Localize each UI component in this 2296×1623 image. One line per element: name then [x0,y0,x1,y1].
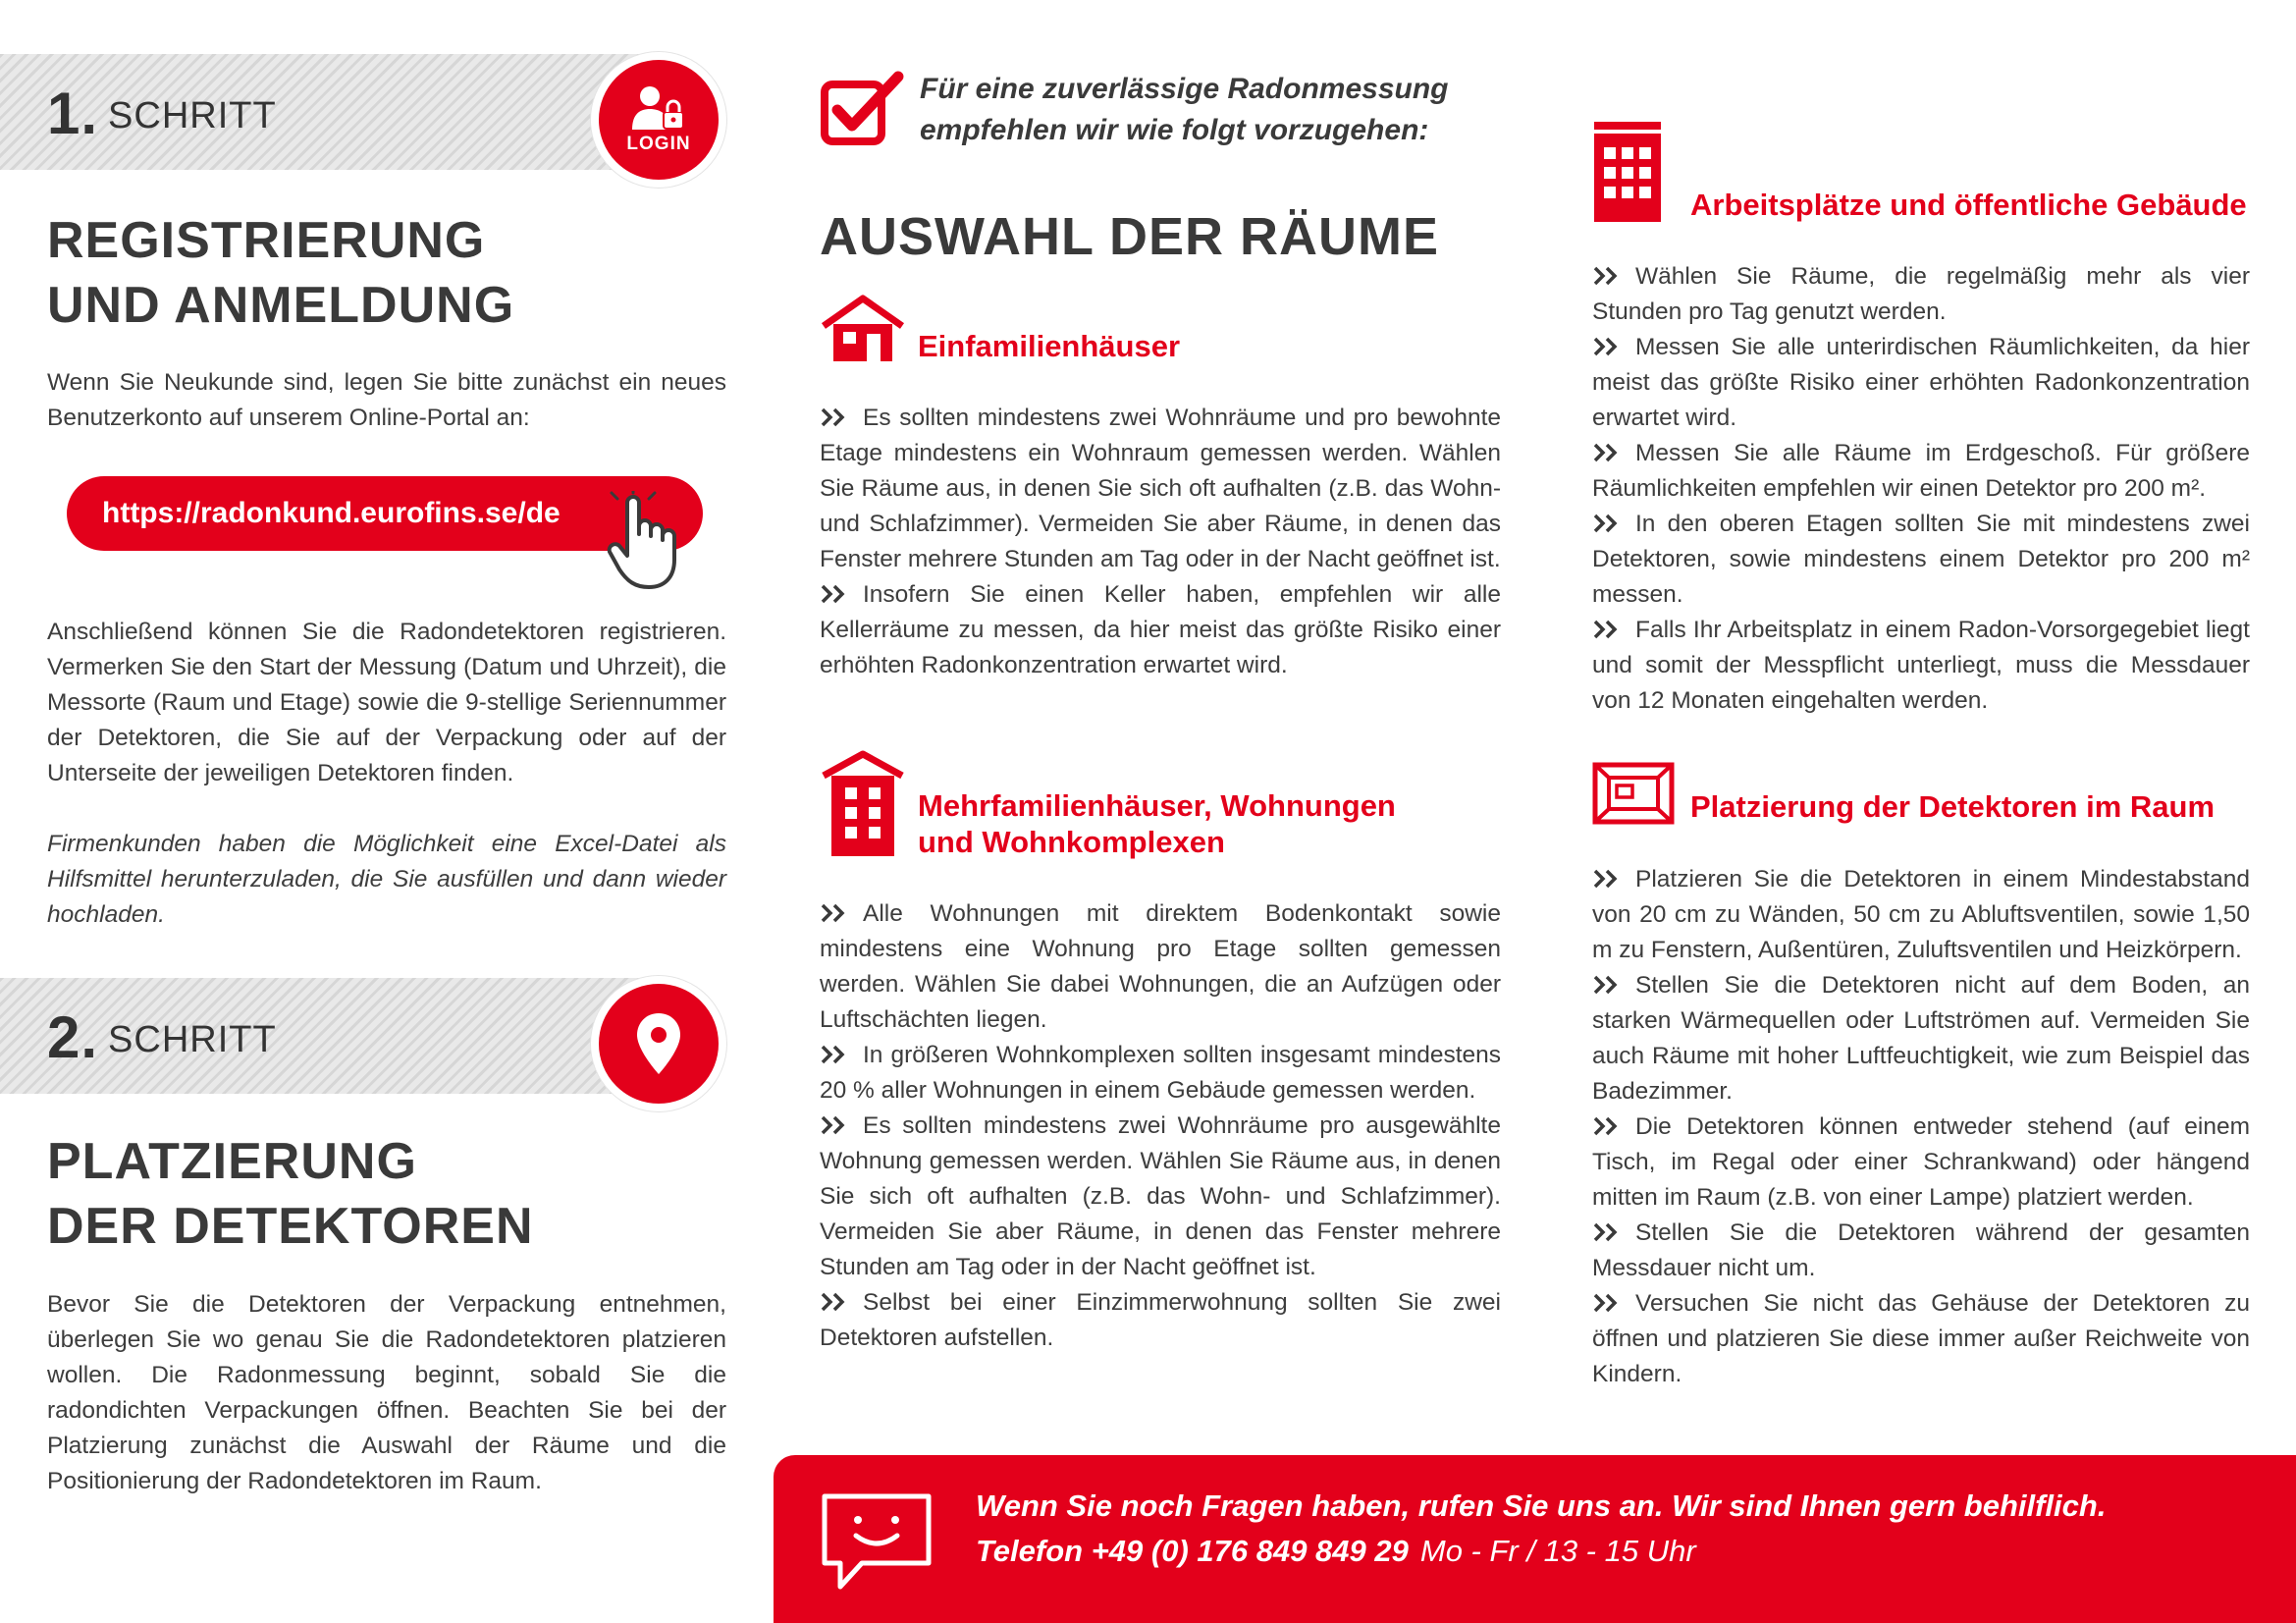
list-item: Versuchen Sie nicht das Gehäuse der Detektoren zu öffnen und platzieren Sie diese immer außer Reichweite von Kindern. [1592,1290,2250,1387]
placement-list [1592,862,2250,1392]
step2-body: Bevor Sie die Detektoren der Verpackung entnehmen, überlegen Sie wo genau Sie die Radondetektoren platzieren wollen. Die Radonmessung beginnt, sobald Sie die radondichten Verpackungen öffnen. Beachten Sie bei der Platzierung zunächst die Auswahl der Räume und die Positionierung der Radondetektoren im Raum. [47,1291,726,1494]
list-item: Messen Sie alle Räume im Erdgeschoß. Für größere Räumlichkeiten empfehlen wir einen Detektor pro 200 m². [1592,440,2250,502]
list-item: Es sollten mindestens zwei Wohnräume und pro bewohnte Etage mindestens ein Wohnraum gemessen werden. Wählen Sie Räume aus, in denen Sie sich oft aufhalten (z.B. das Wohn- und Schlafzimmer). Vermeiden Sie aber Räume, in denen das Fenster mehrere Stunden am Tag oder in der Nacht geöffnet ist. [820,405,1501,572]
chevron-right-icon [1592,332,1622,352]
chevron-right-icon [1592,615,1622,634]
list-item: Selbst bei einer Einzimmerwohnung sollten Sie zwei Detektoren aufstellen. [820,1289,1501,1351]
office-building-icon [1592,120,1663,224]
step1-badge [591,52,726,188]
chevron-right-icon [1592,1217,1622,1237]
workplaces-list [1592,259,2250,719]
chevron-right-icon [820,579,849,599]
list-item: Wählen Sie Räume, die regelmäßig mehr als vier Stunden pro Tag genutzt werden. [1592,263,2250,325]
chevron-right-icon [1592,261,1622,281]
chevron-right-icon [820,403,849,422]
checkbox-check-icon [820,71,906,149]
apartment-building-icon [820,750,906,858]
list-item: Insofern Sie einen Keller haben, empfehlen wir alle Kellerräume zu messen, da hier meist das größte Risiko einer erhöhten Radonkonzentration erwartet wird. [820,581,1501,678]
step1-number: 1. [47,81,99,146]
chevron-right-icon [820,1287,849,1307]
intro-text: Für eine zuverlässige Radonmessung empfehlen wir wie folgt vorzugehen: [920,73,1449,146]
contact-footer [774,1455,2296,1623]
chevron-right-icon [820,1110,849,1130]
location-pin-icon [634,1011,683,1076]
room-detector-icon [1592,762,1675,825]
chevron-right-icon [1592,438,1622,458]
step1-note: Firmenkunden haben die Möglichkeit eine Excel-Datei als Hilfsmittel herunterzuladen, die Sie ausfüllen und dann wieder hochladen. [47,831,726,928]
login-icon [630,84,687,132]
footer-phone-line [976,1534,1696,1569]
chevron-right-icon [1592,1111,1622,1131]
smiley-chat-icon [819,1490,934,1593]
list-item: Es sollten mindestens zwei Wohnräume pro ausgewählte Wohnung gemessen werden. Wählen Sie Räume aus, in denen Sie sich oft aufhalten (z.B. das Wohn- und Schlafzimmer). Vermeiden Sie aber Räume, in denen das Fenster mehrere Stunden am Tag oder in der Nacht geöffnet ist. [820,1112,1501,1280]
step2-label [47,1003,277,1071]
hand-pointer-icon [604,491,682,593]
chevron-right-icon [820,1040,849,1059]
chevron-right-icon [820,898,849,918]
single-family-list [820,401,1501,683]
step2-word: SCHRITT [108,1019,277,1060]
single-family-title: Einfamilienhäuser [918,329,1181,363]
multi-family-title: Mehrfamilienhäuser, Wohnungen und Wohnkomplexen [918,788,1396,859]
step1-label [47,80,277,147]
step1-word: SCHRITT [108,95,277,136]
phone-number[interactable]: Telefon +49 (0) 176 849 849 29 [976,1534,1409,1568]
step1-title: REGISTRIERUNG UND ANMELDUNG [47,212,515,334]
step2-band [0,978,656,1094]
footer-question: Wenn Sie noch Fragen haben, rufen Sie uns an. Wir sind Ihnen gern behilflich. [976,1488,2107,1523]
chevron-right-icon [1592,864,1622,884]
login-label: LOGIN [626,134,691,154]
list-item: Falls Ihr Arbeitsplatz in einem Radon-Vorsorgegebiet liegt und somit der Messpflicht unterliegt, muss die Messdauer von 12 Monaten eingehalten werden. [1592,617,2250,714]
list-item: Alle Wohnungen mit direktem Bodenkontakt sowie mindestens eine Wohnung pro Etage sollten gemessen werden. Wählen Sie dabei Wohnungen, die an Aufzügen oder Luftschächten liegen. [820,900,1501,1033]
list-item: In den oberen Etagen sollten Sie mit mindestens zwei Detektoren, sowie mindestens einem Detektor pro 200 m² messen. [1592,511,2250,608]
portal-url-text[interactable]: https://radonkund.eurofins.se/de [102,497,561,529]
placement-title: Platzierung der Detektoren im Raum [1690,789,2216,824]
step2-title: PLATZIERUNG DER DETEKTOREN [47,1133,534,1255]
house-icon [820,295,906,363]
room-selection-heading: AUSWAHL DER RÄUME [820,207,1440,266]
workplaces-title: Arbeitsplätze und öffentliche Gebäude [1690,188,2247,222]
chevron-right-icon [1592,1288,1622,1308]
office-hours: Mo - Fr / 13 - 15 Uhr [1419,1534,1696,1568]
list-item: Messen Sie alle unterirdischen Räumlichkeiten, da hier meist das größte Risiko einer erhöhten Radonkonzentration erwartet wird. [1592,334,2250,431]
list-item: Stellen Sie die Detektoren während der gesamten Messdauer nicht um. [1592,1219,2250,1281]
step1-body: Anschließend können Sie die Radondetektoren registrieren. Vermerken Sie den Start der Messung (Datum und Uhrzeit), die Messorte (Raum und Etage) sowie die 9-stellige Seriennummer der Detektoren, die Sie auf der Verpackung oder auf der Unterseite der jeweiligen Detektoren finden. [47,619,726,786]
list-item: Stellen Sie die Detektoren nicht auf dem Boden, an starken Wärmequellen oder Luftströmen auf. Vermeiden Sie auch Räume mit hoher Luftfeuchtigkeit, wie zum Beispiel das Badezimmer. [1592,972,2250,1105]
step1-intro: Wenn Sie Neukunde sind, legen Sie bitte zunächst ein neues Benutzerkonto auf unserem Online-Portal an: [47,369,726,431]
list-item: In größeren Wohnkomplexen sollten insgesamt mindestens 20 % aller Wohnungen in einem Gebäude gemessen werden. [820,1042,1501,1104]
list-item: Platzieren Sie die Detektoren in einem Mindestabstand von 20 cm zu Wänden, 50 cm zu Abluftsventilen, sowie 1,50 m zu Fenstern, Außentüren, Zuluftsventilen und Heizkörpern. [1592,866,2250,963]
step2-number: 2. [47,1004,99,1070]
multi-family-list [820,896,1501,1356]
chevron-right-icon [1592,509,1622,528]
list-item: Die Detektoren können entweder stehend (auf einem Tisch, im Regal oder einer Schrankwand) oder hängend mitten im Raum (z.B. von einer Lampe) platziert werden. [1592,1113,2250,1211]
step2-badge [591,976,726,1111]
chevron-right-icon [1592,970,1622,990]
step1-band [0,54,691,170]
